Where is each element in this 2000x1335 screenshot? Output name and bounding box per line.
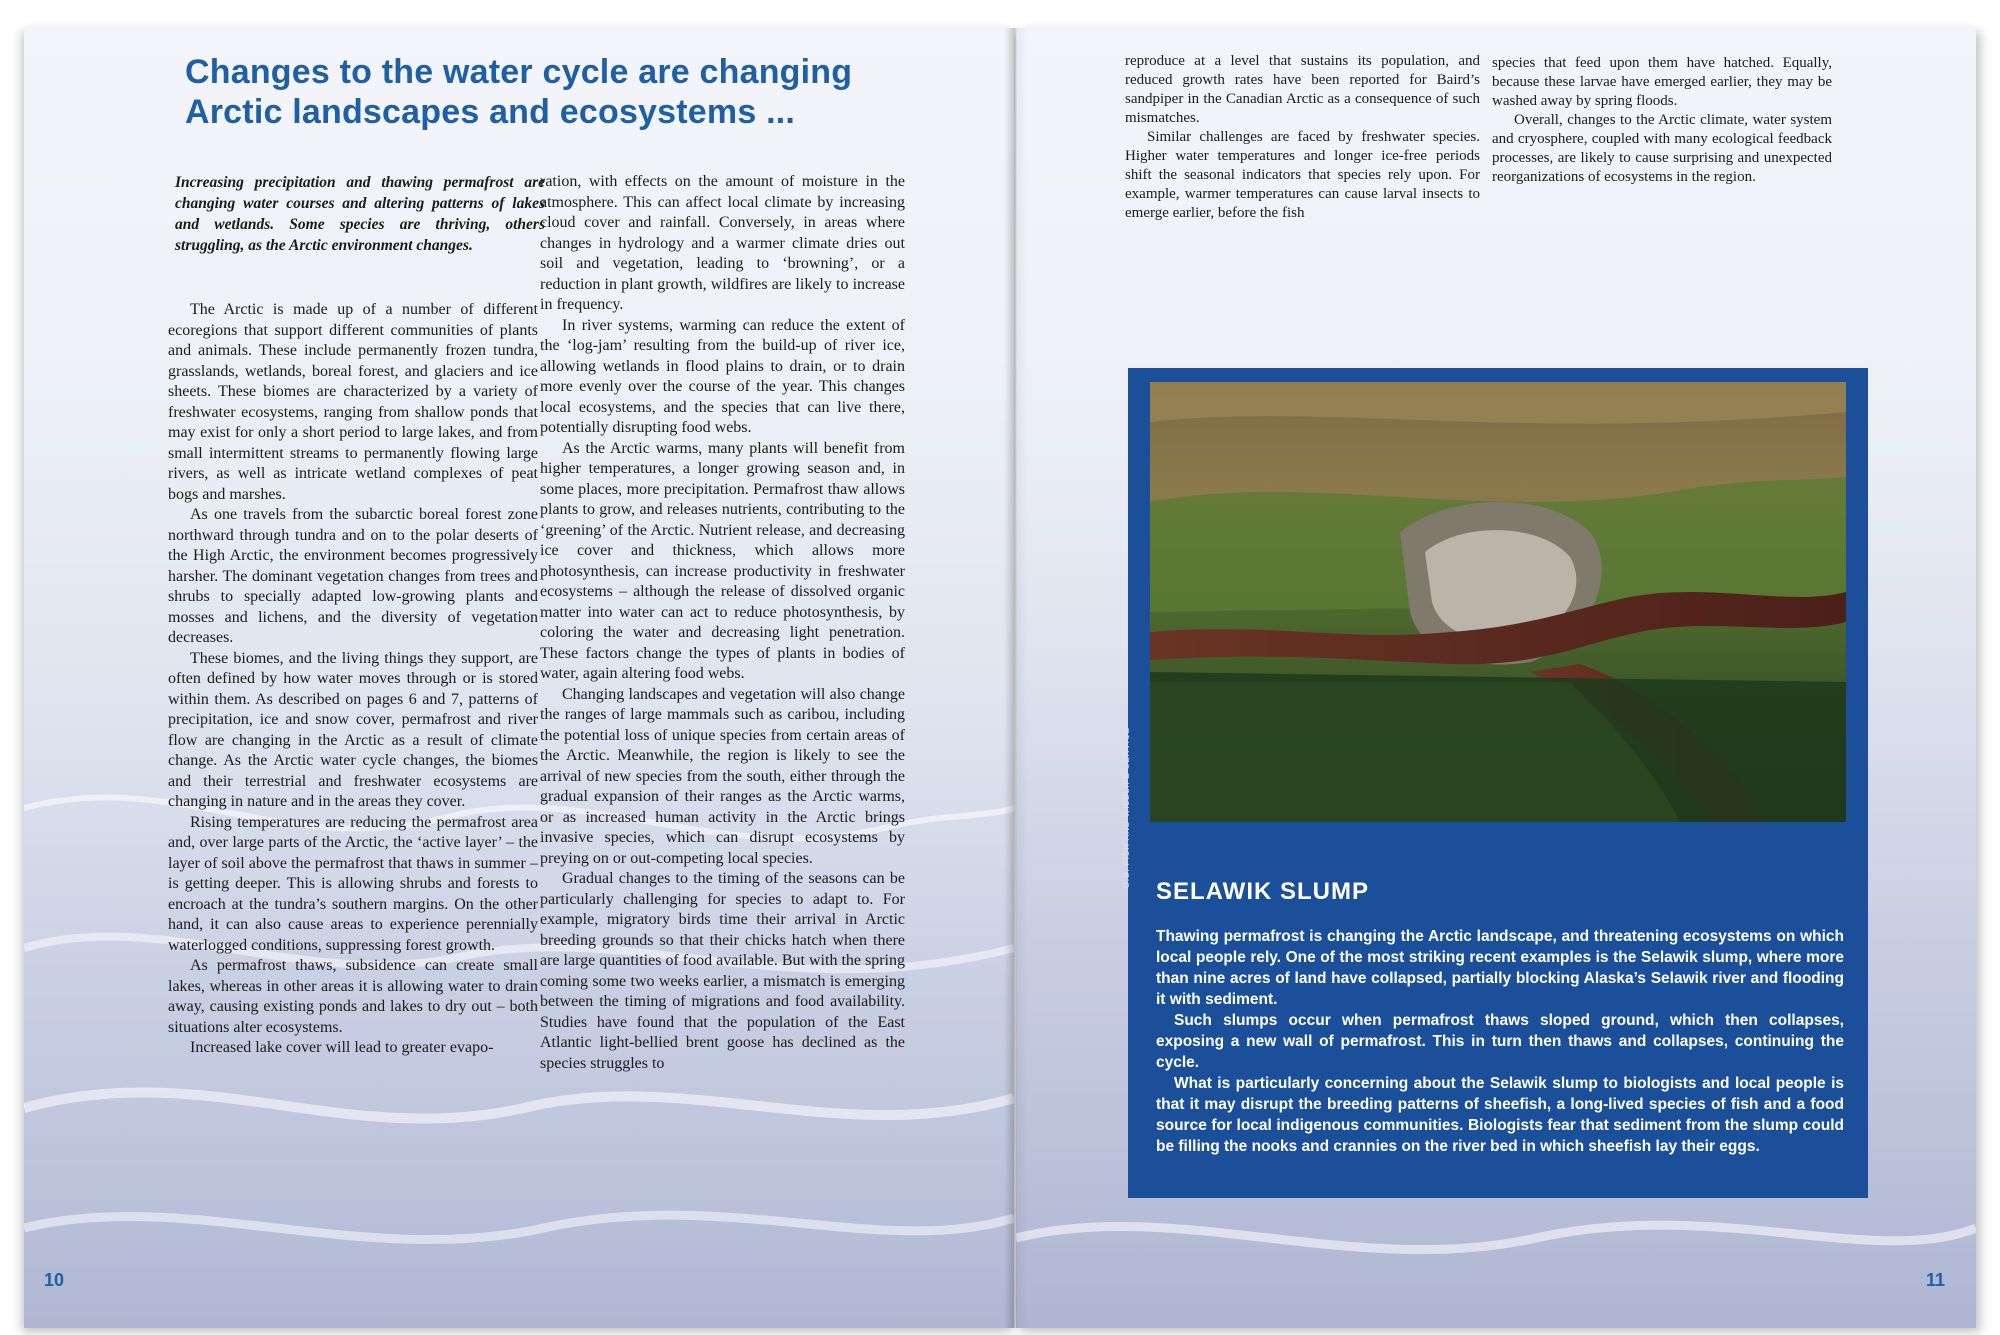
article-intro: Increasing precipitation and thawing permafrost are changing water courses and altering patterns of lakes and wetlands. Some species are thriving, others struggling, as the Arctic environment changes.	[175, 174, 545, 254]
paragraph: As the Arctic warms, many plants will benefit from higher temperatures, a longer growing season and, in some places, more precipitation. Permafrost thaw allows plants to grow, and releases nutrients, contributing to the ‘greening’ of the Arctic. Nutrient release, and decreasing ice cover and thickness, which allows more photosynthesis, can increase productivity in freshwater ecosystems – although the release of dissolved organic matter into water can act to reduce photosynthesis, by coloring the water and decreasing light penetration. These factors change the types of plants in bodies of water, again altering food webs.	[540, 439, 905, 682]
paragraph: The Arctic is made up of a number of different ecoregions that support different communities of plants and animals. These include permanently frozen tundra, grasslands, wetlands, boreal forest, and glaciers and ice sheets. These biomes are characterized by a variety of freshwater ecosystems, ranging from shallow ponds that may exist for only a short period to large lakes, and from small intermittent streams to permanently flowing large rivers, as well as intricate wetland complexes of peat bogs and marshes.	[168, 301, 538, 503]
page-number-left: 10	[44, 1270, 65, 1290]
aerial-landscape-photo	[1150, 382, 1846, 822]
selawik-slump-sidebar	[1122, 368, 1868, 1198]
photo-credit: U.S. FISH AND WILDLIFE SERVICE	[1122, 727, 1131, 888]
book-spine-shadow	[1004, 28, 1028, 1328]
right-column-2	[1492, 54, 1832, 187]
page-number-right: 11	[1926, 1270, 1946, 1290]
paragraph: Overall, changes to the Arctic climate, water system and cryosphere, coupled with many ecological feedback processes, are likely to cause surprising and unexpected reorganizations of ecosystems in the region.	[1492, 112, 1832, 185]
paragraph: Gradual changes to the timing of the seasons can be particularly challenging for species to adapt to. For example, migratory birds time their arrival in Arctic breeding grounds so that their chicks hatch when there are large quantities of food available. But with the spring coming some two weeks earlier, a mismatch is emerging between the timing of migrations and food availability. Studies have found that the population of the East Atlantic light-bellied brent goose has declined as the species struggles to	[540, 870, 905, 1072]
sidebar-body	[1156, 926, 1844, 1157]
paragraph: Rising temperatures are reducing the permafrost area and, over large parts of the Arctic, the ‘active layer’ – the layer of soil above the permafrost that thaws in summer – is getting deeper. This is allowing shrubs and forests to encroach at the tundra’s southern margins. On the other hand, it can also cause areas to experience perennially waterlogged conditions, suppressing forest growth.	[168, 813, 538, 954]
article-headline	[185, 52, 885, 132]
left-column-1	[168, 300, 538, 1059]
sidebar-title: SELAWIK SLUMP	[1156, 878, 1370, 905]
paragraph: species that feed upon them have hatched. Equally, because these larvae have emerged earlier, they may be washed away by spring floods.	[1492, 55, 1832, 109]
left-column-2	[540, 172, 905, 1074]
paragraph: Such slumps occur when permafrost thaws sloped ground, which then collapses, exposing a new wall of permafrost. This in turn then thaws and collapses, continuing the cycle.	[1156, 1012, 1844, 1071]
paragraph: What is particularly concerning about the Selawik slump to biologists and local people is that it may disrupt the breeding patterns of sheefish, a long-lived species of fish and a food source for local indigenous communities. Biologists fear that sediment from the slump could be filling the nooks and crannies on the river bed in which sheefish lay their eggs.	[1156, 1075, 1844, 1155]
paragraph: As one travels from the subarctic boreal forest zone northward through tundra and on to the polar deserts of the High Arctic, the environment becomes progressively harsher. The dominant vegetation changes from trees and shrubs to specially adapted low-growing plants and mosses and lichens, and the diversity of vegetation decreases.	[168, 506, 538, 646]
paragraph: These biomes, and the living things they support, are often defined by how water moves through or is stored within them. As described on pages 6 and 7, patterns of precipitation, ice and snow cover, permafrost and river flow are changing in the Arctic as a result of climate change. As the Arctic water cycle changes, the biomes and their terrestrial and freshwater ecosystems are changing in nature and in the areas they cover.	[168, 649, 538, 810]
headline-line-1: Changes to the water cycle are changing	[185, 53, 853, 91]
paragraph: Increased lake cover will lead to greater evapo-	[190, 1039, 494, 1056]
right-column-1	[1125, 52, 1480, 223]
paragraph: reproduce at a level that sustains its population, and reduced growth rates have been reported for Baird’s sandpiper in the Canadian Arctic as a consequence of such mismatches.	[1125, 53, 1480, 126]
headline-line-2: Arctic landscapes and ecosystems ...	[185, 93, 796, 131]
paragraph: ration, with effects on the amount of moisture in the atmosphere. This can affect local climate by increasing cloud cover and rainfall. Conversely, in areas where changes in hydrology and a warmer climate dries out soil and vegetation, leading to ‘browning’, or a reduction in plant growth, wildfires are likely to increase in frequency.	[540, 173, 905, 313]
paragraph: In river systems, warming can reduce the extent of the ‘log-jam’ resulting from the build-up of river ice, allowing wetlands in flood plains to drain, or to drain more evenly over the course of the year. This changes local ecosystems, and the species that can live there, potentially disrupting food webs.	[540, 316, 905, 436]
paragraph: Thawing permafrost is changing the Arctic landscape, and threatening ecosystems on which local people rely. One of the most striking recent examples is the Selawik slump, where more than nine acres of land have collapsed, partially blocking Alaska’s Selawik river and flooding it with sediment.	[1156, 928, 1844, 1008]
paragraph: Similar challenges are faced by freshwater species. Higher water temperatures and longer ice-free periods shift the seasonal indicators that species rely upon. For example, warmer temperatures can cause larval insects to emerge earlier, before the fish	[1125, 129, 1480, 221]
paragraph: As permafrost thaws, subsidence can create small lakes, whereas in other areas it is allowing water to drain away, causing existing ponds and lakes to dry out – both situations alter ecosystems.	[168, 957, 538, 1036]
paragraph: Changing landscapes and vegetation will also change the ranges of large mammals such as caribou, including the potential loss of unique species from certain areas of the Arctic. Meanwhile, the region is likely to see the arrival of new species from the south, either through the gradual expansion of their ranges as the Arctic warms, or as increased human activity in the Arctic brings invasive species, which can disrupt ecosystems by preying on or out-competing local species.	[540, 685, 905, 867]
